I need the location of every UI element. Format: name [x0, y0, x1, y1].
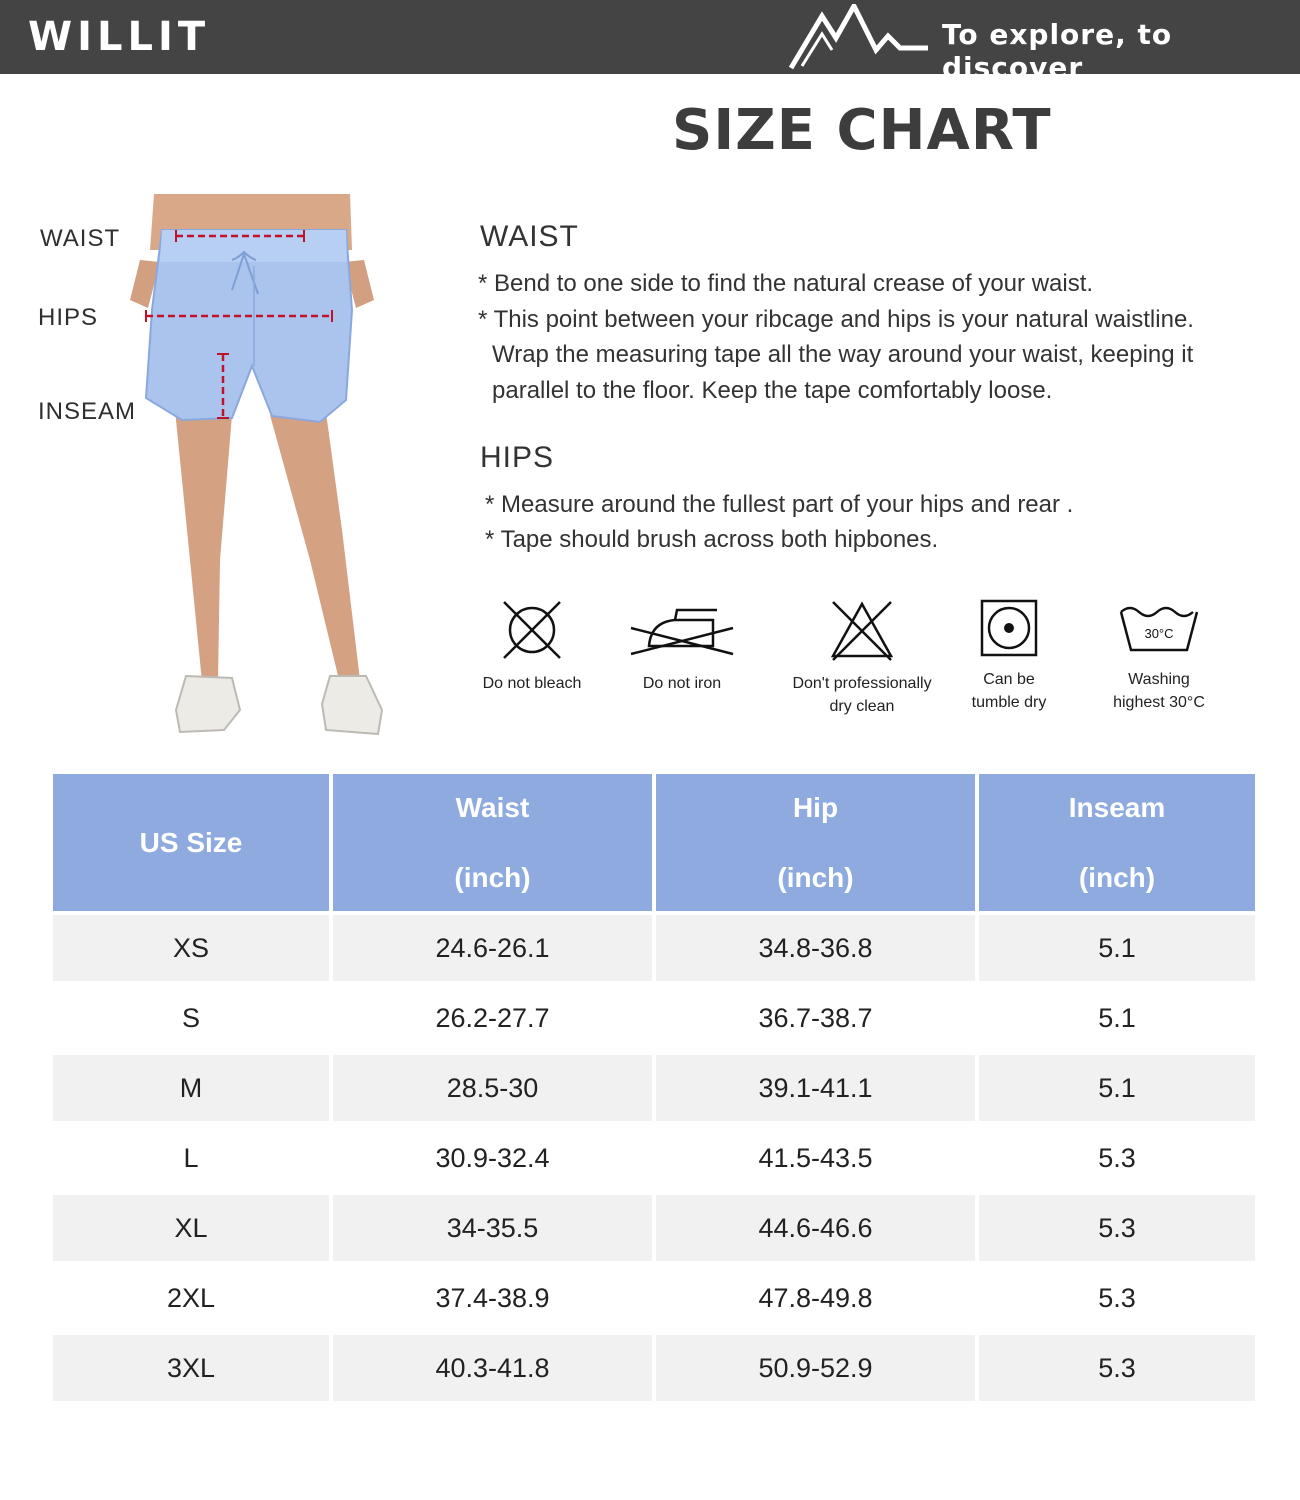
header-us-size: US Size: [53, 774, 329, 911]
cell-waist: 28.5-30: [333, 1055, 652, 1121]
cell-hip: 34.8-36.8: [656, 915, 975, 981]
figure-label-hips: HIPS: [38, 304, 99, 331]
cell-inseam: 5.3: [979, 1195, 1255, 1261]
care-label-line-1: Washing: [1128, 671, 1190, 688]
hips-heading: HIPS: [480, 441, 555, 474]
header-bar: [0, 0, 1300, 84]
hips-line-2: * Tape should brush across both hipbones.: [485, 526, 939, 553]
cell-size: L: [53, 1125, 329, 1191]
tumble-dry-icon: [979, 598, 1039, 658]
table-row: [53, 1055, 1255, 1121]
care-tumble-dry: [958, 598, 1060, 714]
header-waist: Waist (inch): [333, 774, 652, 911]
wash-temp-text: 30°C: [1144, 626, 1174, 641]
cell-waist: 40.3-41.8: [333, 1335, 652, 1401]
cell-inseam: 5.3: [979, 1265, 1255, 1331]
size-table: [49, 770, 1259, 1405]
cell-size: 2XL: [53, 1265, 329, 1331]
cell-waist: 34-35.5: [333, 1195, 652, 1261]
cell-waist: 37.4-38.9: [333, 1265, 652, 1331]
cell-hip: 39.1-41.1: [656, 1055, 975, 1121]
no-bleach-icon: [500, 598, 564, 662]
no-iron-icon: [629, 598, 735, 662]
care-wash-30: [1098, 598, 1220, 714]
wash-30-icon: [1117, 598, 1201, 658]
hips-line-1: * Measure around the fullest part of your hips and rear .: [485, 491, 1074, 518]
cell-hip: 36.7-38.7: [656, 985, 975, 1051]
waist-line-2: * This point between your ribcage and hips is your natural waistline.: [478, 306, 1194, 333]
model-figure: [120, 190, 410, 750]
table-row: [53, 1195, 1255, 1261]
care-no-iron: [616, 598, 748, 695]
waist-heading: WAIST: [480, 220, 579, 253]
header-inseam: Inseam (inch): [979, 774, 1255, 911]
cell-size: 3XL: [53, 1335, 329, 1401]
waist-line-4: parallel to the floor. Keep the tape comfortably loose.: [492, 377, 1053, 404]
care-label-line-2: highest 30°C: [1113, 694, 1205, 711]
cell-inseam: 5.1: [979, 915, 1255, 981]
figure-label-waist: WAIST: [40, 225, 121, 252]
care-no-dry-clean: [786, 598, 938, 718]
cell-hip: 50.9-52.9: [656, 1335, 975, 1401]
no-dry-clean-icon: [829, 598, 895, 662]
care-label-line-1: Can be: [983, 671, 1035, 688]
mountain-logo-icon: [788, 4, 930, 70]
table-row: [53, 915, 1255, 981]
table-header-row: [53, 774, 1255, 911]
waist-line-3: Wrap the measuring tape all the way around your waist, keeping it: [492, 341, 1194, 368]
table-row: [53, 1125, 1255, 1191]
waist-line-1: * Bend to one side to find the natural crease of your waist.: [478, 270, 1094, 297]
figure-label-inseam: INSEAM: [38, 398, 137, 425]
cell-waist: 24.6-26.1: [333, 915, 652, 981]
cell-inseam: 5.3: [979, 1335, 1255, 1401]
cell-hip: 47.8-49.8: [656, 1265, 975, 1331]
table-row: [53, 1335, 1255, 1401]
cell-hip: 41.5-43.5: [656, 1125, 975, 1191]
brand-logo: WILLIT: [28, 14, 211, 60]
slogan: To explore, to discover: [942, 18, 1173, 84]
care-label-line-1: Don't professionally: [792, 675, 932, 692]
cell-size: XS: [53, 915, 329, 981]
care-label-line-2: tumble dry: [971, 694, 1047, 711]
care-label: Do not iron: [642, 675, 722, 692]
cell-waist: 26.2-27.7: [333, 985, 652, 1051]
cell-inseam: 5.3: [979, 1125, 1255, 1191]
care-label-line-2: dry clean: [829, 698, 895, 715]
cell-size: M: [53, 1055, 329, 1121]
cell-waist: 30.9-32.4: [333, 1125, 652, 1191]
care-no-bleach: [466, 598, 598, 695]
header-hip: Hip (inch): [656, 774, 975, 911]
cell-inseam: 5.1: [979, 985, 1255, 1051]
cell-inseam: 5.1: [979, 1055, 1255, 1121]
cell-hip: 44.6-46.6: [656, 1195, 975, 1261]
care-label: Do not bleach: [482, 675, 582, 692]
page-title: SIZE CHART: [672, 98, 1052, 163]
table-row: [53, 985, 1255, 1051]
cell-size: XL: [53, 1195, 329, 1261]
cell-size: S: [53, 985, 329, 1051]
table-row: [53, 1265, 1255, 1331]
